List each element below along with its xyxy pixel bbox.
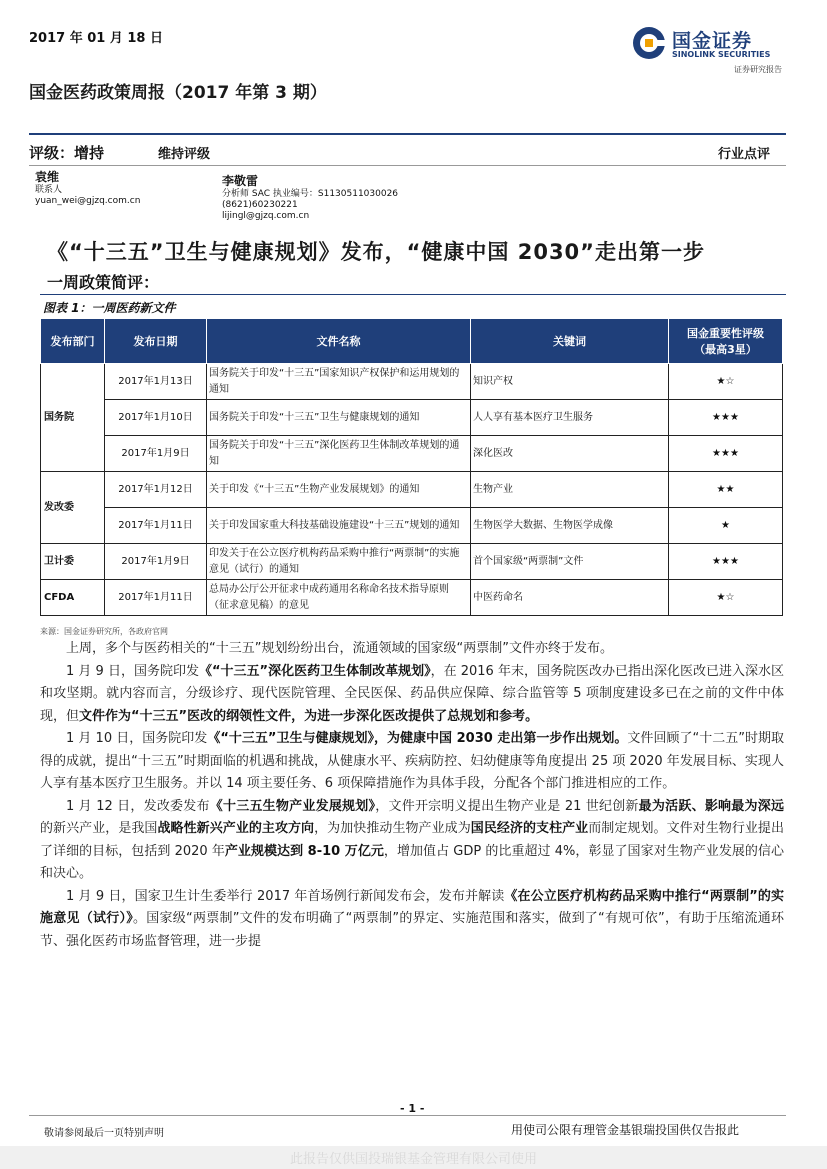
keyword-cell: 人人享有基本医疗卫生服务 [471, 400, 669, 436]
importance-sublabel: （最高3星） [694, 343, 757, 356]
rating-cell: ★★★ [669, 436, 783, 472]
date-cell: 2017年1月11日 [105, 580, 207, 616]
paragraph: 1 月 10 日，国务院印发《“十三五”卫生与健康规划》，为健康中国 2030 走出第一步作出规划。文件回顾了“十二五”时期取得的成就，提出“十三五”时期面临的机遇和挑战，从健康水平、疾病防控、妇幼健康等角度提出 25 项 2020 年发展目标、实现人人享有基本医疗卫生服务。并以 14 项主要任务、6 项保障措施作为具体手段，分配各个部门推进相应的工作。 [40, 731, 784, 791]
column-header-importance [669, 319, 783, 364]
column-header-keyword: 关键词 [471, 319, 669, 364]
keyword-cell: 生物产业 [471, 472, 669, 508]
dept-cell: 发改委 [41, 472, 105, 544]
footer-disclaimer: 敬请参阅最后一页特别声明 [44, 1128, 164, 1139]
paragraph: 1 月 9 日，国家卫生计生委举行 2017 年首场例行新闻发布会，发布并解读《在公立医疗机构药品采购中推行“两票制”的实施意见（试行）》。国家级“两票制”文件的发布明确了“两票制”的界定、实施范围和落实，做到了“有规可依”，有助于压缩流通环节、强化医药市场监督管理，进一步提 [40, 888, 784, 949]
table-header-row [41, 319, 783, 364]
paragraph: 1 月 12 日，发改委发布《十三五生物产业发展规划》，文件开宗明义提出生物产业是 21 世纪创新最为活跃、影响最为深远的新兴产业，是我国战略性新兴产业的主攻方向，为加快推动生物产业成为国民经济的支柱产业而制定规划。文件对生物行业提出了详细的目标，包括到 2020 年产业规模达到 8-10 万亿元，增加值占 GDP 的比重超过 4%，彰显了国家对生物产业发展的信心和决心。 [40, 798, 784, 881]
section-divider [40, 294, 786, 295]
analyst-email[interactable]: yuan_wei@gjzq.com.cn [35, 196, 141, 206]
column-header-date: 发布日期 [105, 319, 207, 364]
rating-cell: ★★★ [669, 400, 783, 436]
figure-caption: 图表 1：一周医药新文件 [43, 301, 176, 315]
logo-subtitle: 证券研究报告 [734, 65, 782, 74]
analyst-name: 袁维 [35, 170, 60, 184]
watermark: 此报告仅供国投瑞银基金管理有限公司使用 [289, 1152, 537, 1167]
section-title: 一周政策简评： [47, 273, 160, 292]
table-row [41, 436, 783, 472]
rating: 评级：增持 [29, 144, 105, 162]
keyword-cell: 深化医改 [471, 436, 669, 472]
logo-english: SINOLINK SECURITIES [672, 50, 771, 59]
name-cell: 总局办公厅公开征求中成药通用名称命名技术指导原则（征求意见稿）的意见 [207, 580, 471, 616]
report-title: 国金医药政策周报（2017 年第 3 期） [29, 83, 327, 103]
name-cell: 关于印发国家重大科技基础设施建设“十三五”规划的通知 [207, 508, 471, 544]
policy-table [40, 318, 783, 616]
footer-usage-note: 用使司公限有理管金基银瑞投国供仅告报此 [511, 1123, 740, 1137]
analyst-lead [222, 174, 398, 222]
table-row [41, 580, 783, 616]
analyst-phone: (8621)60230221 [222, 200, 298, 210]
table-row [41, 400, 783, 436]
report-date: 2017 年 01 月 18 日 [29, 31, 163, 46]
body-text [40, 638, 784, 953]
analyst-name: 李敬雷 [222, 174, 259, 188]
analyst-role: 分析师 SAC 执业编号：S1130511030026 [222, 189, 399, 199]
table-row [41, 364, 783, 400]
rating-cell: ★★ [669, 472, 783, 508]
rating-cell: ★☆ [669, 364, 783, 400]
keyword-cell: 生物医学大数据、生物医学成像 [471, 508, 669, 544]
name-cell: 国务院关于印发“十三五”卫生与健康规划的通知 [207, 400, 471, 436]
date-cell: 2017年1月12日 [105, 472, 207, 508]
date-cell: 2017年1月13日 [105, 364, 207, 400]
name-cell: 关于印发《“十三五”生物产业发展规划》的通知 [207, 472, 471, 508]
analyst-email[interactable]: lijingl@gjzq.com.cn [222, 211, 310, 221]
table-row [41, 544, 783, 580]
dept-cell: 国务院 [41, 364, 105, 472]
name-cell: 国务院关于印发“十三五”深化医药卫生体制改革规划的通知 [207, 436, 471, 472]
name-cell: 印发关于在公立医疗机构药品采购中推行“两票制”的实施意见（试行）的通知 [207, 544, 471, 580]
brand-logo [632, 24, 792, 74]
dept-cell: CFDA [41, 580, 105, 616]
rating-divider [29, 165, 786, 166]
column-header-dept: 发布部门 [41, 319, 105, 364]
date-cell: 2017年1月9日 [105, 544, 207, 580]
footer-divider [29, 1115, 786, 1116]
name-cell: 国务院关于印发“十三五”国家知识产权保护和运用规划的通知 [207, 364, 471, 400]
headline: 《“十三五”卫生与健康规划》发布，“健康中国 2030”走出第一步 [47, 240, 705, 264]
column-header-name: 文件名称 [207, 319, 471, 364]
keyword-cell: 首个国家级“两票制”文件 [471, 544, 669, 580]
analyst-contact [35, 170, 140, 207]
report-category: 行业点评 [718, 147, 771, 162]
date-cell: 2017年1月11日 [105, 508, 207, 544]
table-source: 来源：国金证券研究所，各政府官网 [40, 627, 168, 636]
paragraph: 上周，多个与医药相关的“十三五”规划纷纷出台，流通领域的国家级“两票制”文件亦终于发布。 [66, 641, 613, 656]
date-cell: 2017年1月10日 [105, 400, 207, 436]
page-number: - 1 - [400, 1102, 425, 1115]
dept-cell: 卫计委 [41, 544, 105, 580]
analyst-role: 联系人 [35, 185, 63, 195]
paragraph: 1 月 9 日，国务院印发《“十三五”深化医药卫生体制改革规划》，在 2016 年末，国务院医改办已指出深化医改已进入深水区和攻坚期。就内容而言，分级诊疗、现代医院管理、全民医保、药品供应保障、综合监管等 5 项制度建设多已在之前的文件中体现，但文件作为“十三五”医改的纲领性文件，为进一步深化医改提供了总规划和参考。 [40, 663, 784, 724]
keyword-cell: 中医药命名 [471, 580, 669, 616]
importance-label: 国金重要性评级 [687, 327, 764, 340]
logo-icon [632, 26, 666, 60]
rating-cell: ★ [669, 508, 783, 544]
logo-text: 国金证券 [672, 30, 753, 52]
table-row [41, 508, 783, 544]
keyword-cell: 知识产权 [471, 364, 669, 400]
table-row [41, 472, 783, 508]
date-cell: 2017年1月9日 [105, 436, 207, 472]
rating-note: 维持评级 [158, 147, 211, 162]
rating-cell: ★★★ [669, 544, 783, 580]
header-divider [29, 133, 786, 135]
rating-cell: ★☆ [669, 580, 783, 616]
